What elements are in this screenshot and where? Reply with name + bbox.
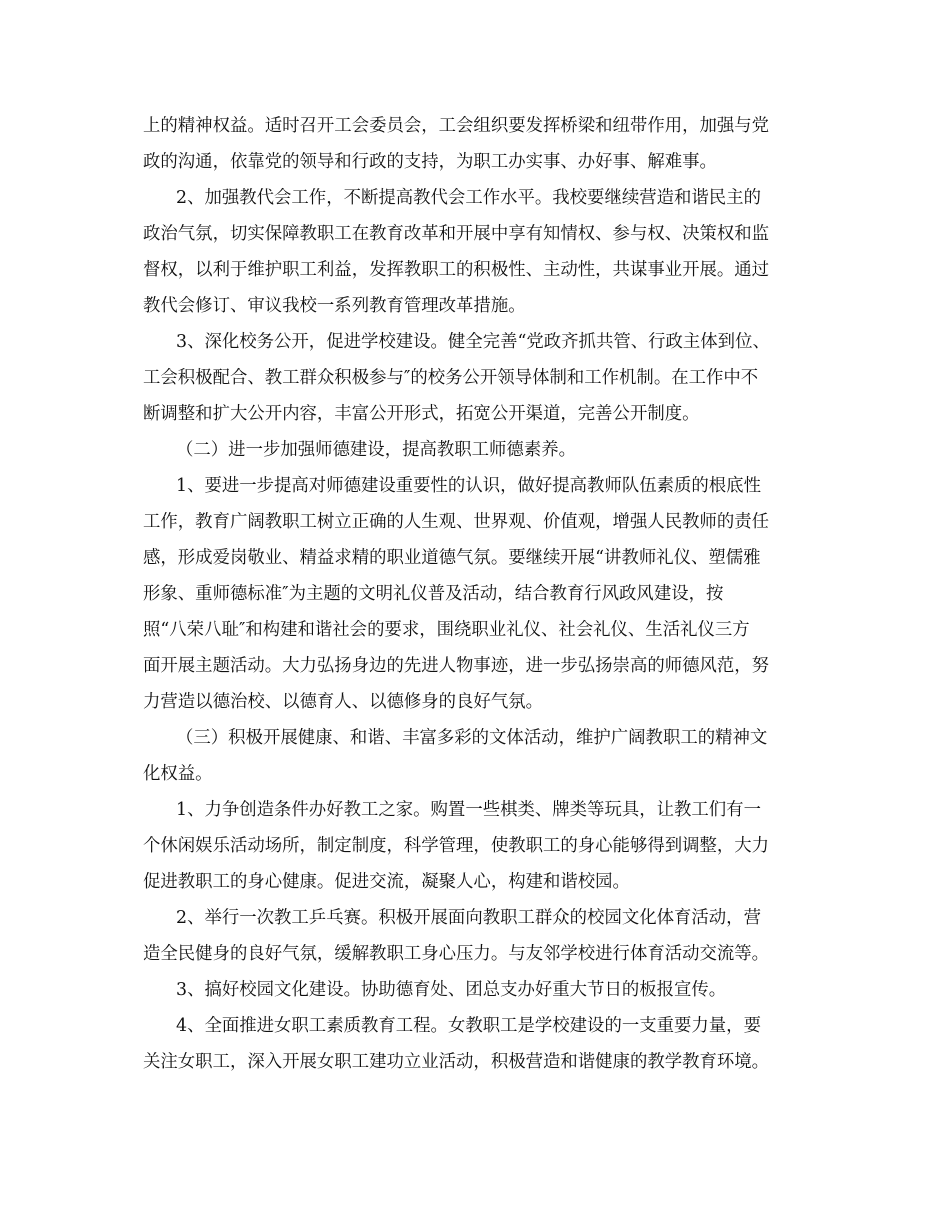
text-line: 3、深化校务公开，促进学校建设。健全完善“党政齐抓共管、行政主体到位、 [176,332,770,352]
text-line: 工作，教育广阔教职工树立正确的人生观、世界观、价值观，增强人民教师的责任 [143,512,770,532]
text-line: 3、搞好校园文化建设。协助德育处、团总支办好重大节日的板报宣传。 [176,980,727,1000]
paragraph [143,180,813,324]
text-line: 关注女职工，深入开展女职工建功立业活动，积极营造和谐健康的教学教育环境。 [143,1052,770,1072]
text-line: 个休闲娱乐活动场所，制定制度，科学管理，使教职工的身心能够得到调整，大力 [143,836,770,856]
text-line: 照“八荣八耻″和构建和谐社会的要求，围绕职业礼仪、社会礼仪、生活礼仪三方 [143,620,750,640]
text-line: 断调整和扩大公开内容，丰富公开形式，拓宽公开渠道，完善公开制度。 [143,404,700,424]
document-page [143,108,813,1080]
paragraph [143,108,813,180]
text-line: 力营造以德治校、以德育人、以德修身的良好气氛。 [143,692,543,712]
text-line: 政的沟通，依靠党的领导和行政的支持，为职工办实事、办好事、解难事。 [143,152,717,172]
text-line: 促进教职工的身心健康。促进交流，凝聚人心，构建和谐校园。 [143,872,630,892]
paragraph [143,1008,813,1080]
text-line: 1、力争创造条件办好教工之家。购置一些棋类、牌类等玩具，让教工们有一 [176,800,761,820]
text-line: 感，形成爱岗敬业、精益求精的职业道德气氛。要继续开展“讲教师礼仪、塑儒雅 [143,548,761,568]
text-line: （三）积极开展健康、和谐、丰富多彩的文体活动，维护广阔教职工的精神文 [176,728,768,748]
text-line: 工会积极配合、教工群众积极参与″的校务公开领导体制和工作机制。在工作中不 [143,368,759,388]
section-heading [143,432,813,468]
paragraph [143,900,813,972]
paragraph [143,972,813,1008]
paragraph [143,468,813,720]
text-line: 督权，以利于维护职工利益，发挥教职工的积极性、主动性，共谋事业开展。通过 [143,260,770,280]
text-line: 2、加强教代会工作，不断提高教代会工作水平。我校要继续营造和谐民主的 [176,188,761,208]
text-line: 教代会修订、审议我校一系列教育管理改革措施。 [143,296,526,316]
text-line: 1、要进一步提高对师德建设重要性的认识，做好提高教师队伍素质的根底性 [176,476,761,496]
text-line: 形象、重师德标准″为主题的文明礼仪普及活动，结合教育行风政风建设，按 [143,584,724,604]
text-line: 上的精神权益。适时召开工会委员会，工会组织要发挥桥梁和纽带作用，加强与党 [143,116,770,136]
text-line: （二）进一步加强师德建设，提高教职工师德素养。 [176,440,576,460]
text-line: 政治气氛，切实保障教职工在教育改革和开展中享有知情权、参与权、决策权和监 [143,224,770,244]
text-line: 4、全面推进女职工素质教育工程。女教职工是学校建设的一支重要力量，要 [176,1016,761,1036]
section-heading [143,720,813,792]
text-line: 化权益。 [143,764,213,784]
text-line: 2、举行一次教工乒乓赛。积极开展面向教职工群众的校园文化体育活动，营 [176,908,761,928]
paragraph [143,324,813,432]
text-line: 造全民健身的良好气氛，缓解教职工身心压力。与友邻学校进行体育活动交流等。 [143,944,770,964]
paragraph [143,792,813,900]
text-line: 面开展主题活动。大力弘扬身边的先进人物事迹，进一步弘扬崇高的师德风范，努 [143,656,770,676]
